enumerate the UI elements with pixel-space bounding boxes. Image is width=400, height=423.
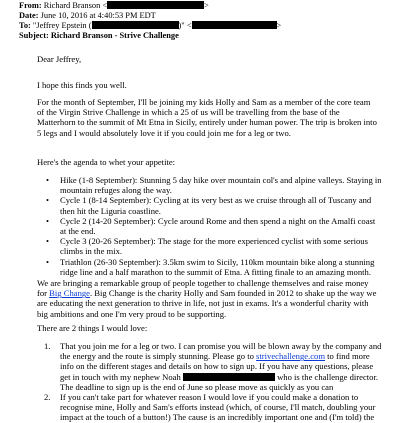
redaction-bar (92, 21, 179, 29)
paragraph-agenda-intro: Here's the agenda to whet your appetite: (37, 157, 176, 167)
paragraph-big-change: We are bringing a remarkable group of people together to challenge themselves and raise money for Big Change. Big Change is the charity Holly and Sam founded in 2012 to shake up the way we are educating the next generation to thrive in life, not just in exams. It's a wonderful charity with big ambitions and one I'm very proud to be supporting. (37, 278, 377, 319)
bullet-icon: • (46, 175, 50, 185)
from-label: From: (19, 1, 42, 10)
bullet-icon: • (46, 256, 50, 267)
date-value: June 10, 2016 at 4:40:53 PM EDT (40, 11, 156, 20)
from-name: Richard Branson < (43, 1, 108, 10)
agenda-item-cycle2: • Cycle 2 (14-20 September): Cycle around Rome and then spend a night on the Amalfi coast at the end. (46, 215, 376, 237)
to-name: "Jeffrey Epstein ( (32, 21, 92, 30)
agenda-item-hike: • Hike (1-8 September): Stunning 5 day hike over mountain col's and alpine valleys. Staying in mountain refuges along the way. (46, 175, 382, 196)
request-item-donate: 2. If you can't take part for whatever reason I would love if you could make a donation to recognise mine, Holly and Sam's efforts instead (which, of course, I'll match, doubling your impact at the touch of a button!) The cause is an incredibly important one and (I'm told) the (44, 392, 376, 423)
bullet-icon: • (46, 195, 50, 206)
agenda-item-cycle1: • Cycle 1 (8-14 September): Cycling at its very best as we cruise through all of Tuscany and then hit the Liguria coastline. (46, 195, 372, 216)
list-number: 1. (44, 341, 51, 351)
greeting: Dear Jeffrey, (37, 54, 82, 64)
strive-challenge-link[interactable]: strivechallenge.com (256, 351, 326, 362)
date-label: Date: (19, 11, 39, 20)
bullet-icon: • (46, 236, 50, 247)
subject-value: Richard Branson - Strive Challenge (50, 31, 179, 40)
request-item-join: 1. That you join me for a leg or two. I can promise you will be blown away by the company and the energy and the route is simply stunning. Please go to strivechallenge.com to find more info on the different stages and details on how to sign up. If you have any questions, please get in touch with my nephew Noah who is the challenge director. The deadline to sign up is the end of June so please move as quickly as you can (44, 341, 382, 392)
requests-list (37, 341, 382, 423)
to-end: > (276, 21, 282, 30)
paragraph-strive: For the month of September, I'll be joining my kids Holly and Sam as a member of the core team of the Virgin Strive Challenge in which a 25 of us will be travelling from the base of the Matterhorn to the summit of Mt Etna in Sicily, entirely under human power. The trip is broken into 5 legs and I would absolutely love it if you could join me for a leg or two. (37, 97, 377, 138)
redaction-bar (107, 1, 204, 9)
email-subject-line (19, 31, 179, 40)
paragraph-two-things: There are 2 things I would love: (37, 323, 148, 333)
from-close: > (204, 1, 209, 10)
agenda-item-triathlon: • Triathlon (26-30 September): 3.5km swim to Sicily, 110km mountain bike along a stunning ridge line and a half marathon to the summit of Etna. A fitting finale to an amazing month. (46, 256, 375, 277)
to-label: To: (19, 21, 31, 30)
email-to-line (19, 21, 281, 30)
agenda-list (37, 175, 382, 277)
bullet-icon: • (46, 215, 50, 226)
big-change-link[interactable]: Big Change (49, 288, 90, 299)
agenda-item-cycle3: • Cycle 3 (20-26 September): The stage for the more experienced cyclist with some serious climbs in the mix. (46, 236, 368, 257)
email-from-line (19, 1, 209, 10)
subject-label: Subject: (19, 31, 49, 40)
redaction-bar (192, 21, 277, 29)
redaction-bar (183, 373, 275, 381)
to-close: )" < (178, 21, 192, 30)
paragraph-intro: I hope this finds you well. (37, 80, 127, 90)
email-date-line (19, 11, 156, 20)
list-number: 2. (44, 392, 51, 403)
